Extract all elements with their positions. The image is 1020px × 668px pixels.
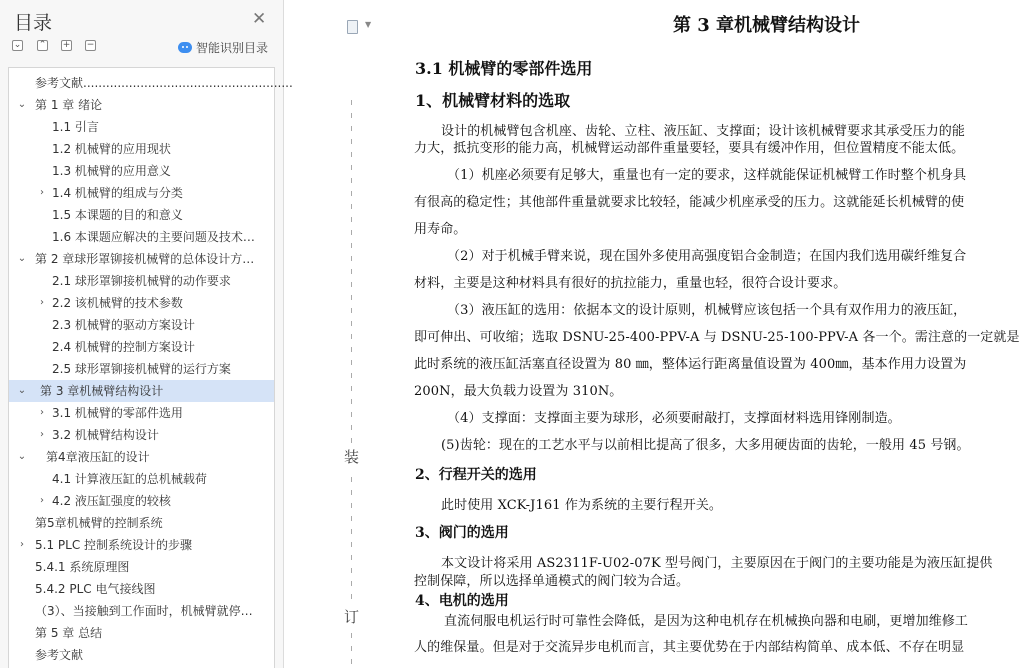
binding-mark-ding: 订 bbox=[344, 608, 360, 626]
paragraph-line: 设计的机械臂包含机座、齿轮、立柱、液压缸、支撑面；设计该机械臂要求其承受压力的能 bbox=[441, 124, 966, 139]
document-icon[interactable] bbox=[347, 20, 358, 34]
margin-dash bbox=[351, 139, 352, 144]
margin-dash bbox=[351, 269, 352, 274]
heading-valve: 3、阀门的选用 bbox=[415, 525, 509, 541]
paragraph-line: 即可伸出、可收缩；选取 DSNU-25-400-PPV-A 与 DSNU-25-100-PPV-A 各一个。需注意的一定就是 bbox=[414, 330, 1020, 345]
margin-dash bbox=[351, 217, 352, 222]
toc-item[interactable] bbox=[9, 182, 274, 204]
toc-item-label: 3.1 机械臂的零部件选用 bbox=[52, 406, 183, 420]
sidebar-title: 目录 bbox=[14, 12, 53, 34]
toc-item[interactable] bbox=[9, 468, 274, 490]
toc-item[interactable] bbox=[9, 578, 274, 600]
margin-dash bbox=[351, 256, 352, 261]
toc-item[interactable] bbox=[9, 534, 274, 556]
toc-item[interactable] bbox=[9, 402, 274, 424]
heading-motor: 4、电机的选用 bbox=[415, 593, 509, 609]
toc-item[interactable] bbox=[9, 160, 274, 182]
margin-dash bbox=[351, 646, 352, 651]
chevron-down-icon[interactable]: ▼ bbox=[365, 20, 372, 29]
margin-dash bbox=[351, 282, 352, 287]
toc-item-label: 2.2 该机械臂的技术参数 bbox=[52, 296, 183, 310]
margin-dash bbox=[351, 334, 352, 339]
toc-item-label: 参考文献 bbox=[35, 648, 84, 662]
toc-item-label: 第 5 章 总结 bbox=[35, 626, 103, 640]
heading-material: 1、机械臂材料的选取 bbox=[415, 91, 571, 110]
toc-item-label: （3）、当接触到工作面时，机械臂就停… bbox=[35, 604, 253, 618]
paragraph-line: 直流伺服电机运行时可靠性会降低，是因为这种电机存在机械换向器和电刷，更增加维修工 bbox=[444, 614, 969, 629]
toc-item[interactable] bbox=[9, 116, 274, 138]
margin-dash bbox=[351, 529, 352, 534]
smart-toc-button[interactable] bbox=[178, 39, 268, 56]
chevron-down-icon[interactable]: ⌄ bbox=[17, 99, 27, 110]
toc-tree bbox=[8, 67, 293, 668]
toc-item[interactable] bbox=[9, 490, 274, 512]
margin-dash bbox=[351, 178, 352, 183]
toc-item[interactable] bbox=[9, 226, 274, 248]
toc-item[interactable] bbox=[9, 556, 274, 578]
paragraph-line: 控制保障，所以选择单通模式的阀门较为合适。 bbox=[414, 574, 690, 589]
paragraph-line: 人的维保量。但是对于交流异步电机而言，其主要优势在于内部结构简单、成本低、不存在明显 bbox=[414, 640, 965, 655]
margin-dash bbox=[351, 412, 352, 417]
close-icon[interactable]: ✕ bbox=[252, 9, 267, 29]
chevron-right-icon[interactable]: › bbox=[40, 495, 44, 506]
margin-dash bbox=[351, 308, 352, 313]
toc-item-label: 1.2 机械臂的应用现状 bbox=[52, 142, 171, 156]
toc-item[interactable] bbox=[9, 138, 274, 160]
margin-dash bbox=[351, 594, 352, 599]
paragraph-line: （1）机座必须要有足够大，重量也有一定的要求，这样就能保证机械臂工作时整个机身具 bbox=[447, 168, 967, 183]
margin-dash bbox=[351, 126, 352, 131]
toc-item-label: 5.4.2 PLC 电气接线图 bbox=[35, 582, 156, 596]
toc-item-label: 1.3 机械臂的应用意义 bbox=[52, 164, 171, 178]
toc-item[interactable] bbox=[9, 204, 274, 226]
toc-item-label: 3.2 机械臂结构设计 bbox=[52, 428, 159, 442]
margin-dash bbox=[351, 191, 352, 196]
smart-toc-label: 智能识别目录 bbox=[196, 41, 269, 55]
margin-dash bbox=[351, 438, 352, 443]
toc-item-label: 2.5 球形罩铆接机械臂的运行方案 bbox=[52, 362, 231, 376]
paragraph-line: (5)齿轮：现在的工艺水平与以前相比提高了很多，大多用硬齿面的齿轮，一般用 45 号钢。 bbox=[441, 438, 970, 453]
toc-item-label: 参考文献....................................................... bbox=[35, 76, 293, 90]
margin-dash bbox=[351, 347, 352, 352]
toc-item[interactable] bbox=[9, 314, 274, 336]
toc-item-label: 2.4 机械臂的控制方案设计 bbox=[52, 340, 195, 354]
margin-dash bbox=[351, 165, 352, 170]
toc-item[interactable] bbox=[9, 600, 274, 622]
toc-item[interactable] bbox=[9, 248, 274, 270]
paragraph-line: 此时使用 XCK-J161 作为系统的主要行程开关。 bbox=[441, 498, 723, 513]
chevron-down-icon[interactable]: ⌄ bbox=[17, 451, 27, 462]
chevron-down-icon[interactable]: ⌄ bbox=[17, 385, 27, 396]
paragraph-line: （2）对于机械手臂来说，现在国外多使用高强度铝合金制造；在国内我们选用碳纤维复合 bbox=[447, 249, 967, 264]
margin-dash bbox=[351, 633, 352, 638]
toc-item[interactable] bbox=[9, 358, 274, 380]
toc-item-label: 第 2 章球形罩铆接机械臂的总体设计方… bbox=[35, 252, 255, 266]
expand-all-icon[interactable]: ⌄ bbox=[13, 40, 22, 50]
collapse-all-icon[interactable]: ⌃ bbox=[38, 40, 47, 50]
margin-dash bbox=[351, 555, 352, 560]
toc-item-label: 第5章机械臂的控制系统 bbox=[35, 516, 163, 530]
binding-mark-zhuang: 装 bbox=[344, 448, 360, 466]
paragraph-line: 200N，最大负载力设置为 310N。 bbox=[414, 384, 623, 399]
margin-dash bbox=[351, 386, 352, 391]
margin-dash bbox=[351, 425, 352, 430]
margin-dash bbox=[351, 100, 352, 105]
paragraph-line: 用寿命。 bbox=[414, 222, 467, 237]
toc-item-label: 第4章液压缸的设计 bbox=[46, 450, 150, 464]
margin-dash bbox=[351, 490, 352, 495]
toc-item-label: 4.1 计算液压缸的总机械载荷 bbox=[52, 472, 207, 486]
robot-icon bbox=[178, 42, 192, 53]
heading-switch: 2、行程开关的选用 bbox=[415, 467, 537, 483]
toc-item-label: 2.1 球形罩铆接机械臂的动作要求 bbox=[52, 274, 231, 288]
chevron-right-icon[interactable]: › bbox=[40, 407, 44, 418]
toc-item[interactable] bbox=[9, 292, 274, 314]
chevron-down-icon[interactable]: ⌄ bbox=[17, 253, 27, 264]
toc-item[interactable] bbox=[9, 94, 274, 116]
toc-item-label: 1.4 机械臂的组成与分类 bbox=[52, 186, 183, 200]
toc-item-label: 5.4.1 系统原理图 bbox=[35, 560, 130, 574]
toc-item-label: 1.5 本课题的目的和意义 bbox=[52, 208, 183, 222]
toc-item[interactable] bbox=[9, 336, 274, 358]
toc-item[interactable] bbox=[9, 446, 274, 468]
toc-item-label: 第 3 章机械臂结构设计 bbox=[40, 384, 164, 398]
remove-entry-icon[interactable]: − bbox=[86, 40, 95, 50]
margin-dash bbox=[351, 243, 352, 248]
toc-item-label: 2.3 机械臂的驱动方案设计 bbox=[52, 318, 195, 332]
margin-dash bbox=[351, 399, 352, 404]
margin-dash bbox=[351, 477, 352, 482]
toc-sidebar bbox=[0, 0, 293, 668]
section-title: 3.1 机械臂的零部件选用 bbox=[415, 59, 593, 78]
paragraph-line: 本文设计将采用 AS2311F-U02-07K 型号阀门，主要原因在于阀门的主要功能是为液压缸提供 bbox=[441, 556, 993, 571]
toc-item-label: 1.6 本课题应解决的主要问题及技术… bbox=[52, 230, 255, 244]
margin-dash bbox=[351, 204, 352, 209]
toc-item[interactable] bbox=[9, 644, 274, 666]
chevron-right-icon[interactable]: › bbox=[40, 187, 44, 198]
toc-item[interactable] bbox=[9, 270, 274, 292]
toc-item-label: 4.2 液压缸强度的较核 bbox=[52, 494, 171, 508]
margin-dash bbox=[351, 295, 352, 300]
toc-item[interactable] bbox=[9, 512, 274, 534]
paragraph-line: （3）液压缸的选用：依据本文的设计原则，机械臂应该包括一个具有双作用力的液压缸， bbox=[447, 303, 967, 318]
toc-item[interactable] bbox=[9, 424, 274, 446]
paragraph-line: 力大，抵抗变形的能力高，机械臂运动部件重量要轻，要具有缓冲作用，但位置精度不能太低。 bbox=[414, 141, 965, 156]
margin-dash bbox=[351, 152, 352, 157]
margin-dash bbox=[351, 542, 352, 547]
margin-dash bbox=[351, 581, 352, 586]
margin-dash bbox=[351, 321, 352, 326]
toc-item[interactable] bbox=[9, 622, 274, 644]
margin-dash bbox=[351, 360, 352, 365]
toc-item[interactable] bbox=[9, 72, 293, 94]
margin-dash bbox=[351, 568, 352, 573]
toc-item[interactable] bbox=[9, 380, 274, 402]
margin-dash bbox=[351, 516, 352, 521]
toc-item-label: 1.1 引言 bbox=[52, 120, 99, 134]
toc-item-label: 5.1 PLC 控制系统设计的步骤 bbox=[35, 538, 193, 552]
paragraph-line: （4）支撑面：支撑面主要为球形，必须要耐敲打，支撑面材料选用锋刚制造。 bbox=[447, 411, 901, 426]
chapter-title: 第 3 章机械臂结构设计 bbox=[673, 15, 861, 36]
chevron-right-icon[interactable]: › bbox=[20, 539, 24, 550]
paragraph-line: 有很高的稳定性；其他部件重量就要求比较轻，能减少机座承受的压力。这就能延长机械臂的使 bbox=[414, 195, 965, 210]
margin-dash bbox=[351, 373, 352, 378]
margin-dash bbox=[351, 113, 352, 118]
margin-dash bbox=[351, 230, 352, 235]
paragraph-line: 材料，主要是这种材料具有很好的抗拉能力，重量也轻，很符合设计要求。 bbox=[414, 276, 847, 291]
chevron-right-icon[interactable]: › bbox=[40, 429, 44, 440]
margin-dash bbox=[351, 503, 352, 508]
add-entry-icon[interactable]: + bbox=[62, 40, 71, 50]
toc-item-label: 第 1 章 绪论 bbox=[35, 98, 103, 112]
chevron-right-icon[interactable]: › bbox=[40, 297, 44, 308]
paragraph-line: 此时系统的液压缸活塞直径设置为 80 ㎜，整体运行距离量值设置为 400㎜，基本作用力设置为 bbox=[414, 357, 967, 372]
margin-dash bbox=[351, 659, 352, 664]
